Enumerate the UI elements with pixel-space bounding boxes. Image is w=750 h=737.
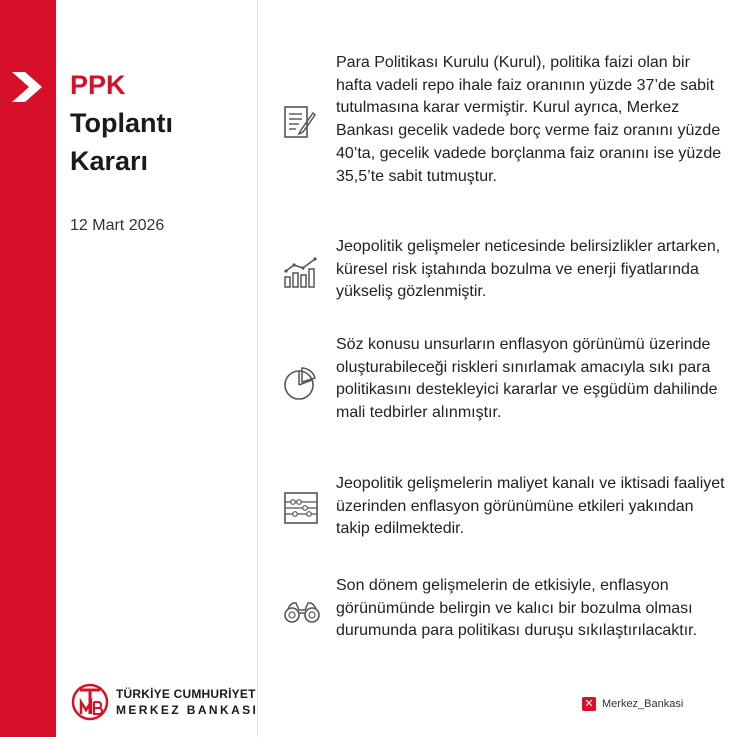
logo-line2: MERKEZ BANKASI [116,703,259,717]
decision-item-2: Jeopolitik gelişmeler neticesinde belirsizlikler artarken, küresel risk iştahında bozulma ve enerji fiyatlarında yükseliş gözlenmiştir. [336,238,721,301]
meeting-date: 12 Mart 2026 [70,217,165,234]
title-line-karari: Kararı [70,146,149,176]
abacus-icon [282,490,320,526]
page-title [70,66,173,180]
decision-item-4: Jeopolitik gelişmelerin maliyet kanalı ve iktisadi faaliyet üzerinden enflasyon görünümüne etkileri yakından takip edilmektedir. [336,475,725,538]
decision-item-3: Söz konusu unsurların enflasyon görünümü üzerinde oluşturabileceği riskleri sınırlamak amacıyla sıkı para politikasını destekleyici kararlar ve eşgüdüm dahilinde mali tedbirler alınmıştır. [336,336,718,422]
pie-chart-icon [282,366,318,402]
binoculars-icon [282,598,322,626]
title-line-toplanti: Toplantı [70,108,173,138]
decision-item-1: Para Politikası Kurulu (Kurul), politika faizi olan bir hafta vadeli repo ihale faiz oranının yüzde 37’de sabit tutulmasına karar vermiştir. Kurul ayrıca, Merkez Bankası gecelik vadede borç verme faiz oranını yüzde 40’ta, gecelik vadede borçlanma faiz oranını ise yüzde 35,5’te sabit tutmuştur. [336,54,722,185]
decision-item-5: Son dönem gelişmelerin de etkisiyle, enflasyon görünümünde belirgin ve kalıcı bir bozulma olması durumunda para politikası duruşu sıkılaştırılacaktır. [336,577,698,640]
left-accent-strip [0,0,56,737]
title-line-ppk: PPK [70,70,126,100]
bar-chart-trend-icon [282,255,320,289]
x-logo-icon: ✕ [582,697,596,711]
document-pen-icon [282,104,318,142]
social-handle[interactable] [582,697,683,711]
chevron-right-icon [12,72,44,102]
social-handle-text: Merkez_Bankasi [602,698,684,710]
column-divider [257,0,258,737]
logo-text [116,686,258,718]
logo-line1: TÜRKİYE CUMHURİYET [116,687,256,701]
